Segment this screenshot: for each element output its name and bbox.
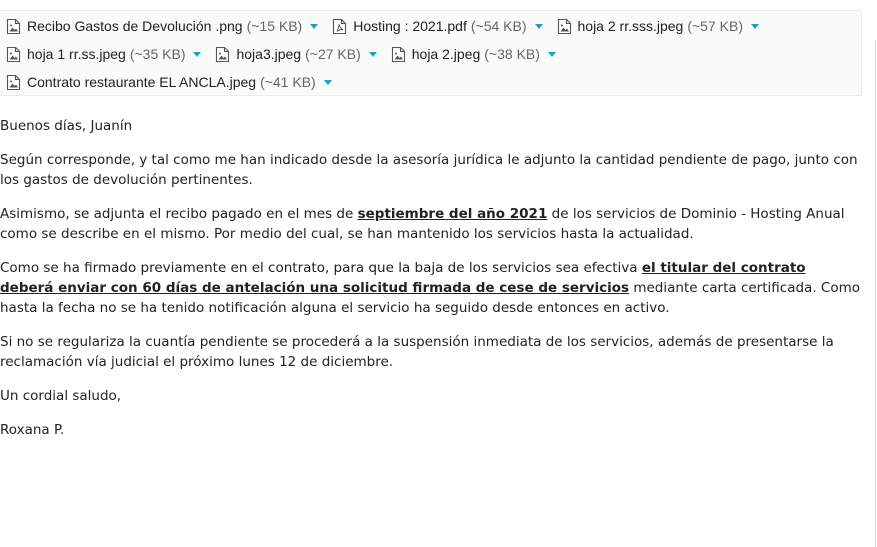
attachment-size: (~54 KB) — [470, 18, 527, 34]
paragraph-text: mediante carta certificada. Como hasta la fecha no se ha tenido notificación alguna el servicio ha seguido desde entonces en activo. — [0, 280, 860, 316]
paragraph-text: de los servicios de Dominio - Hosting Anual como se describe en el mismo. Por medio del cual, se han mantenido los servicios hasta la actualidad. — [0, 206, 845, 242]
attachments-row-3 — [6, 70, 346, 94]
image-file-icon — [391, 46, 406, 63]
pdf-file-icon — [332, 18, 347, 35]
attachment-size: (~35 KB) — [129, 46, 186, 62]
attachment-size: (~15 KB) — [246, 18, 303, 34]
image-file-icon — [557, 18, 572, 35]
paragraph-text: Asimismo, se adjunta el recibo pagado en el mes de — [0, 206, 358, 222]
attachment-name: Contrato restaurante EL ANCLA.jpeg — [27, 74, 257, 90]
emphasized-text: septiembre del año 2021 — [357, 206, 548, 222]
emphasized-text: el titular del contrato deberá enviar con 60 días de antelación una solicitud firmada de cese de servicios — [0, 260, 806, 296]
attachment-name: Recibo Gastos de Devolución .png — [27, 18, 243, 34]
attachment-size: (~38 KB) — [484, 46, 540, 62]
attachments-row-2 — [6, 42, 570, 66]
attachment-name: hoja 2 rr.sss.jpeg — [577, 18, 684, 34]
attachment-name: hoja 2.jpeg — [411, 46, 481, 62]
attachment-3[interactable] — [6, 46, 201, 63]
attachment-4[interactable] — [215, 46, 376, 63]
email-greeting: Buenos días, Juanín — [0, 118, 133, 134]
attachment-size: (~27 KB) — [305, 46, 361, 62]
attachment-name: Hosting : 2021.pdf — [353, 18, 467, 34]
email-paragraph-4: Si no se regulariza la cuantía pendiente se procederá a la suspensión inmediata de los servicios, además de presentarse la reclamación vía judicial el próximo lunes 12 de diciembre. — [0, 334, 834, 370]
attachment-1[interactable] — [332, 18, 542, 35]
pane-divider — [875, 40, 876, 547]
image-file-icon — [6, 18, 21, 35]
chevron-down-icon[interactable] — [548, 52, 556, 57]
paragraph-text: Como se ha firmado previamente en el contrato, para que la baja de los servicios sea efectiva — [0, 260, 642, 276]
email-paragraph-1: Según corresponde, y tal como me han indicado desde la asesoría jurídica le adjunto la cantidad pendiente de pago, junto con los gastos de devolución pertinentes. — [0, 152, 858, 188]
attachment-name: hoja 1 rr.ss.jpeg — [27, 46, 126, 62]
email-body — [0, 116, 862, 454]
attachment-2[interactable] — [557, 18, 759, 35]
email-signature: Roxana P. — [0, 422, 65, 438]
chevron-down-icon[interactable] — [751, 24, 759, 29]
attachment-6[interactable] — [6, 74, 332, 91]
email-paragraph-3 — [0, 258, 862, 318]
image-file-icon — [6, 74, 21, 91]
chevron-down-icon[interactable] — [535, 24, 543, 29]
attachments-row-1 — [6, 14, 773, 38]
attachment-0[interactable] — [6, 18, 318, 35]
image-file-icon — [215, 46, 230, 63]
chevron-down-icon[interactable] — [324, 80, 332, 85]
attachments-panel — [0, 10, 862, 96]
chevron-down-icon[interactable] — [369, 52, 377, 57]
chevron-down-icon[interactable] — [310, 24, 318, 29]
chevron-down-icon[interactable] — [193, 52, 201, 57]
email-paragraph-2 — [0, 204, 862, 244]
attachment-size: (~57 KB) — [687, 18, 743, 34]
attachment-5[interactable] — [391, 46, 556, 63]
email-closing: Un cordial saludo, — [0, 388, 122, 404]
image-file-icon — [6, 46, 21, 63]
attachment-name: hoja3.jpeg — [236, 46, 302, 62]
attachment-size: (~41 KB) — [260, 74, 316, 90]
